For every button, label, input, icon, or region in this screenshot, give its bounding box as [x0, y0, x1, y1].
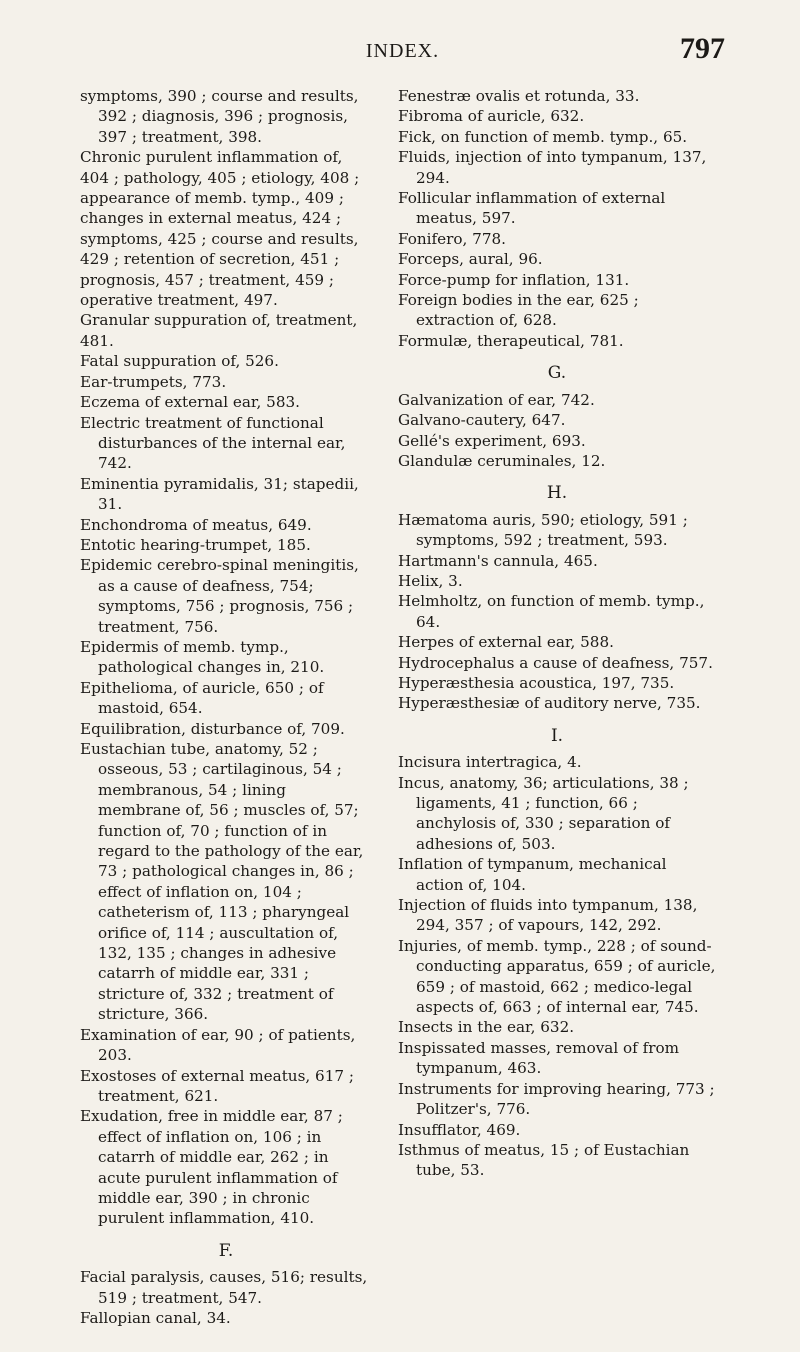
index-entry: Equilibration, disturbance of, 709.: [80, 719, 345, 738]
index-entry: Formulæ, therapeutical, 781.: [398, 331, 624, 350]
index-entry: Eminentia pyramidalis, 31; stapedii, 31.: [80, 474, 359, 514]
section-letter: I.: [550, 725, 564, 746]
index-entry: Follicular inflammation of external meatus, 597.: [398, 189, 666, 228]
index-subentry: Fatal suppuration of, 526.: [80, 352, 279, 371]
index-entry: Fibroma of auricle, 632.: [398, 107, 585, 126]
index-entry: Epithelioma, of auricle, 650 ; of mastoid, 654.: [80, 678, 324, 718]
index-entry: Injuries, of memb. tymp., 228 ; of sound-conducting apparatus, 659 ; of auricle, 659 ; of mastoid, 662 ; medico-legal aspects of, 663 ; of internal ear, 745.: [398, 936, 716, 1017]
index-entry: Inflation of tympanum, mechanical action of, 104.: [398, 855, 667, 894]
index-entry: Epidemic cerebro-spinal meningitis, as a cause of deafness, 754; symptoms, 756 ; prognosis, 756 ; treatment, 756.: [80, 556, 359, 636]
index-entry: Electric treatment of functional disturbances of the internal ear, 742.: [80, 413, 346, 473]
index-entry: Forceps, aural, 96.: [398, 250, 543, 269]
index-entry: Force-pump for inflation, 131.: [398, 270, 630, 289]
index-entry: Exostoses of external meatus, 617 ; treatment, 621.: [80, 1066, 354, 1105]
index-entry: Hæmatoma auris, 590; etiology, 591 ; symptoms, 592 ; treatment, 593.: [398, 510, 688, 550]
page-title: INDEX.: [365, 40, 440, 62]
section-letter: H.: [546, 483, 568, 504]
page-number: 797: [680, 32, 725, 65]
index-entry: Incus, anatomy, 36; articulations, 38 ; ligaments, 41 ; function, 66 ; anchylosis of, 330 ; separation of adhesions of, 503.: [398, 773, 689, 853]
index-entry: Exudation, free in middle ear, 87 ; effect of inflation on, 106 ; in catarrh of middle ear, 262 ; in acute purulent inflammation of middle ear, 390 ; in chronic purulent inflammation, 410.: [80, 1107, 343, 1228]
index-entry: Fick, on function of memb. tymp., 65.: [398, 127, 688, 146]
index-entry: Injection of fluids into tympanum, 138, 294, 357 ; of vapours, 142, 292.: [398, 896, 698, 935]
index-entry: Examination of ear, 90 ; of patients, 203.: [80, 1025, 356, 1065]
right-column: [398, 86, 716, 1181]
index-entry: Fenestræ ovalis et rotunda, 33.: [398, 87, 640, 105]
index-subentry: Granular suppuration of, treatment, 481.: [80, 311, 358, 350]
index-entry: Ear-trumpets, 773.: [80, 372, 227, 391]
index-entry: Isthmus of meatus, 15 ; of Eustachian tube, 53.: [398, 1140, 690, 1180]
index-entry: Entotic hearing-trumpet, 185.: [80, 535, 311, 554]
index-entry: Hyperæsthesiæ of auditory nerve, 735.: [398, 694, 701, 713]
index-entry: Hyperæsthesia acoustica, 197, 735.: [398, 673, 675, 692]
index-entry: Foreign bodies in the ear, 625 ; extraction of, 628.: [398, 291, 639, 330]
section-letter: F.: [218, 1240, 234, 1261]
index-entry: Glandulæ ceruminales, 12.: [398, 451, 606, 470]
index-entry: Helmholtz, on function of memb. tymp., 64.: [398, 592, 705, 631]
index-entry: Fallopian canal, 34.: [80, 1308, 231, 1327]
index-entry: Inspissated masses, removal of from tympanum, 463.: [398, 1038, 680, 1078]
index-entry: Fonifero, 778.: [398, 229, 506, 248]
section-letter: G.: [547, 363, 567, 384]
index-subentry: Chronic purulent inflammation of, 404 ; pathology, 405 ; etiology, 408 ; appearance of memb. tymp., 409 ; changes in external meatus, 424 ; symptoms, 425 ; course and results, 429 ; retention of secretion, 451 ; prognosis, 457 ; treatment, 459 ; operative treatment, 497.: [80, 148, 360, 310]
index-entry: Insufflator, 469.: [398, 1120, 521, 1139]
index-entry: Hydrocephalus a cause of deafness, 757.: [398, 653, 713, 672]
index-entry: Galvanization of ear, 742.: [398, 390, 595, 409]
running-head: [80, 32, 725, 76]
index-entry: Facial paralysis, causes, 516; results, 519 ; treatment, 547.: [80, 1268, 368, 1307]
index-entry: Eczema of external ear, 583.: [80, 393, 300, 412]
index-entry: Herpes of external ear, 588.: [398, 633, 614, 652]
index-entry: Helix, 3.: [398, 571, 463, 590]
index-entry: Fluids, injection of into tympanum, 137, 294.: [398, 148, 707, 187]
index-entry: Insects in the ear, 632.: [398, 1018, 575, 1037]
left-column: [80, 86, 372, 1328]
index-entry: Galvano-cautery, 647.: [398, 411, 566, 430]
index-entry: Gellé's experiment, 693.: [398, 431, 586, 450]
index-entry: Instruments for improving hearing, 773 ; Politzer's, 776.: [398, 1079, 715, 1119]
index-entry: Epidermis of memb. tymp., pathological changes in, 210.: [80, 637, 325, 677]
index-entry: symptoms, 390 ; course and results, 392 ; diagnosis, 396 ; prognosis, 397 ; treatment, 398.: [80, 87, 359, 146]
index-entry: Incisura intertragica, 4.: [398, 753, 582, 772]
index-entry: Hartmann's cannula, 465.: [398, 551, 598, 570]
index-entry: Enchondroma of meatus, 649.: [80, 515, 312, 534]
index-entry: Eustachian tube, anatomy, 52 ; osseous, 53 ; cartilaginous, 54 ; membranous, 54 ; lining membrane of, 56 ; muscles of, 57; function of, 70 ; function of in regard to the pathology of the ear, 73 ; pathological changes in, 86 ; effect of inflation on, 104 ; catheterism of, 113 ; pharyngeal orifice of, 114 ; auscultation of, 132, 135 ; changes in adhesive catarrh of middle ear, 331 ; stricture of, 332 ; treatment of stricture, 366.: [80, 740, 364, 1024]
